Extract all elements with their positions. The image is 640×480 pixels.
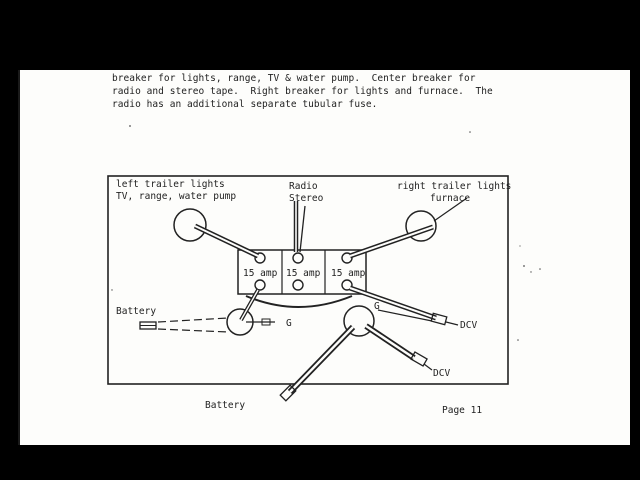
- battery-left-label: Battery: [116, 306, 157, 317]
- stereo-label: Stereo: [289, 193, 324, 204]
- ground-right-label: G: [374, 301, 380, 312]
- radio-label: Radio: [289, 181, 318, 192]
- battery-left-wire: [140, 290, 275, 335]
- paragraph-line-2: radio and stereo tape. Right breaker for lights and furnace. The: [112, 86, 493, 97]
- breaker-terminal-icon: [293, 253, 303, 263]
- paragraph-line-1: breaker for lights, range, TV & water pump. Center breaker for: [112, 73, 476, 84]
- breaker-terminal-icon: [255, 280, 265, 290]
- breaker-label-right: 15 amp: [331, 268, 366, 279]
- right-lights-label-line2: furnace: [430, 193, 471, 204]
- battery-bottom-label: Battery: [205, 400, 246, 411]
- breaker-label-center: 15 amp: [286, 268, 321, 279]
- right-lights-label-line1: right trailer lights: [397, 181, 512, 192]
- ground-left-label: G: [286, 318, 292, 329]
- breaker-label-left: 15 amp: [243, 268, 278, 279]
- paragraph-line-3: radio has an additional separate tubular fuse.: [112, 99, 378, 110]
- center-lower-connector: [280, 306, 432, 401]
- dcv-upper-label: DCV: [460, 320, 478, 331]
- page-number: Page 11: [442, 405, 483, 416]
- dcv-lower-label: DCV: [433, 368, 451, 379]
- right-lights-connector: [350, 198, 467, 256]
- left-lights-connector: [174, 209, 258, 256]
- breaker-terminal-icon: [293, 280, 303, 290]
- diagram-border: [108, 176, 508, 384]
- dcv-upper-wire: [350, 288, 458, 325]
- left-lights-label-line1: left trailer lights: [116, 179, 225, 190]
- radio-stereo-wires: [296, 201, 305, 252]
- left-lights-label-line2: TV, range, water pump: [116, 191, 237, 202]
